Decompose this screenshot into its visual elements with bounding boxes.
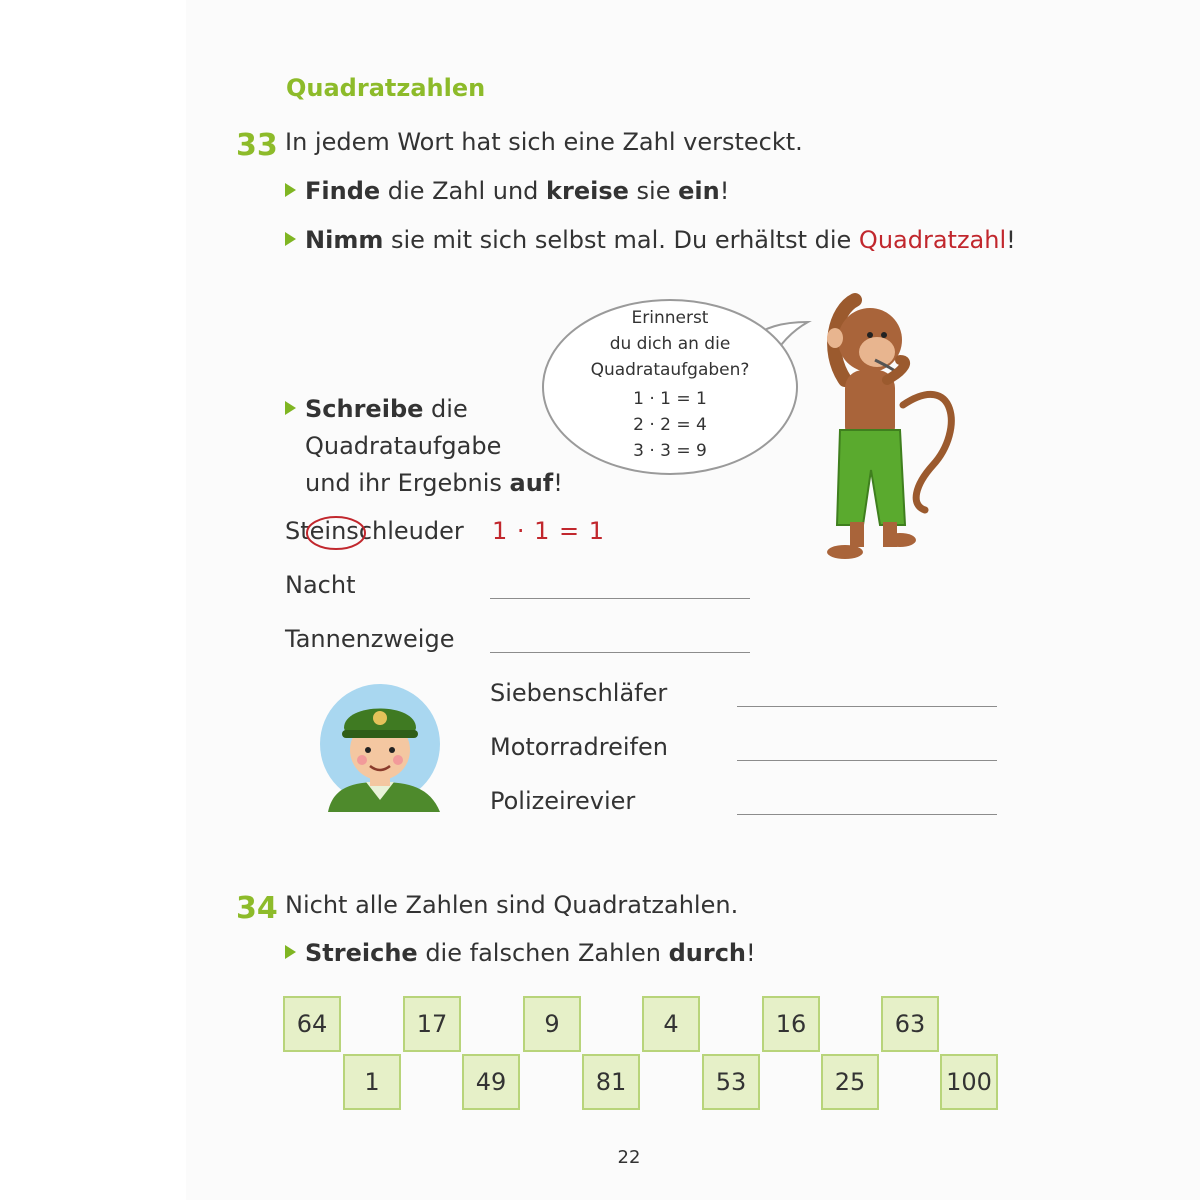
word-nacht: Nacht — [285, 571, 356, 599]
arrow-icon — [285, 401, 296, 415]
task-33-step-1: Finde die Zahl und kreise sie ein! — [285, 177, 729, 205]
word-tannenzweige: Tannenzweige — [285, 625, 455, 653]
task-number-34: 34 — [236, 891, 278, 926]
task-34-intro: Nicht alle Zahlen sind Quadratzahlen. — [285, 891, 739, 919]
number-box[interactable]: 63 — [881, 996, 939, 1052]
number-box[interactable]: 1 — [343, 1054, 401, 1110]
example-word: Steins chleuder — [285, 517, 464, 545]
page-number: 22 — [617, 1147, 641, 1168]
answer-line-tannenzweige[interactable] — [490, 652, 750, 653]
section-title: Quadratzahlen — [286, 74, 486, 102]
number-box[interactable]: 100 — [940, 1054, 998, 1110]
number-box[interactable]: 81 — [582, 1054, 640, 1110]
example-answer: 1 · 1 = 1 — [492, 517, 606, 545]
answer-line-motorradreifen[interactable] — [737, 760, 997, 761]
word-motorradreifen: Motorradreifen — [490, 733, 668, 761]
task-33-intro: In jedem Wort hat sich eine Zahl versteckt. — [285, 128, 803, 156]
answer-line-polizeirevier[interactable] — [737, 814, 997, 815]
number-box[interactable]: 16 — [762, 996, 820, 1052]
number-box[interactable]: 4 — [642, 996, 700, 1052]
word-siebenschlaefer: Siebenschläfer — [490, 679, 668, 707]
number-box[interactable]: 49 — [462, 1054, 520, 1110]
task-number-33: 33 — [236, 128, 278, 163]
answer-line-siebenschlaefer[interactable] — [737, 706, 997, 707]
task-33-step-2: Nimm sie mit sich selbst mal. Du erhältst die Quadratzahl! — [285, 226, 1016, 254]
arrow-icon — [285, 945, 296, 959]
word-polizeirevier: Polizeirevier — [490, 787, 636, 815]
monkey-illustration — [815, 290, 960, 565]
arrow-icon — [285, 183, 296, 197]
task-33-step-3: Schreibe die Quadrataufgabe und ihr Ergebnis auf! — [285, 391, 563, 502]
circle-mark-icon — [304, 513, 368, 553]
number-box[interactable]: 53 — [702, 1054, 760, 1110]
bubble-equations: 1 · 1 = 1 2 · 2 = 4 3 · 3 = 9 — [633, 389, 707, 461]
number-box[interactable]: 17 — [403, 996, 461, 1052]
police-officer-illustration — [318, 682, 448, 822]
bubble-question: Erinnerst du dich an die Quadrataufgaben? — [590, 308, 750, 380]
number-box[interactable]: 25 — [821, 1054, 879, 1110]
answer-line-nacht[interactable] — [490, 598, 750, 599]
number-box[interactable]: 9 — [523, 996, 581, 1052]
number-box[interactable]: 64 — [283, 996, 341, 1052]
arrow-icon — [285, 232, 296, 246]
task-34-step: Streiche die falschen Zahlen durch! — [285, 939, 756, 967]
